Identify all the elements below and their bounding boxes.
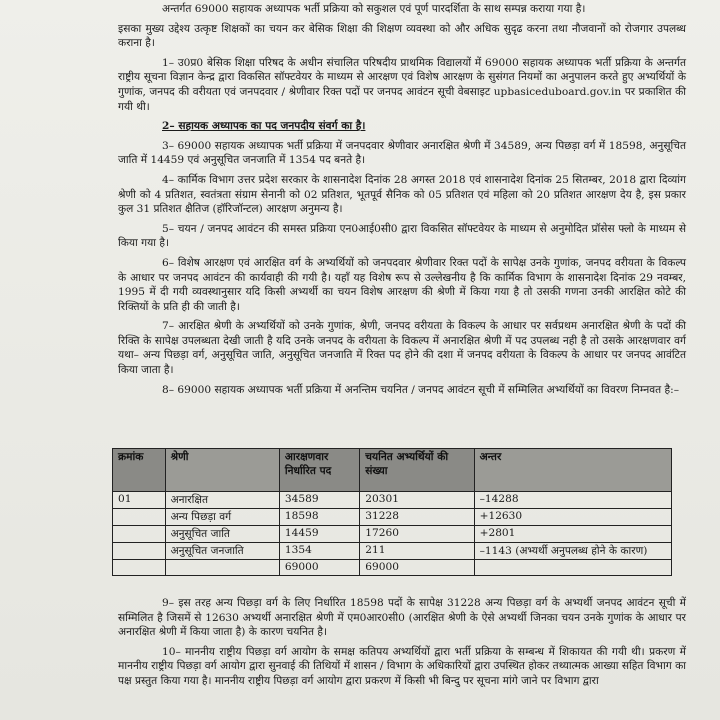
paragraph-intro-2: इसका मुख्य उद्देश्य उत्कृष्ट शिक्षकों का चयन कर बेसिक शिक्षा की शिक्षण व्यवस्था को और अधिक सुदृढ करना तथा नौजवानों को रोजगार उपलब्ध कराना है।: [118, 22, 686, 50]
cell-category: अनुसूचित जनजाति: [165, 543, 279, 560]
paragraph-3: 3– 69000 सहायक अध्यापक भर्ती प्रक्रिया में जनपदवार श्रेणीवार अनारक्षित श्रेणी में 34589, अन्य पिछड़ा वर्ग में 18598, अनुसूचित जाति में 14459 एवं अनुसूचित जनजाति में 1354 पद बनते है।: [118, 139, 686, 167]
cell-category: अनारक्षित: [165, 492, 279, 509]
paragraph-1: 1– उ0प्र0 बेसिक शिक्षा परिषद के अधीन संचालित परिषदीय प्राथमिक विद्यालयों में 69000 सहायक अध्यापक भर्ती प्रक्रिया के अन्तर्गत राष्ट्रीय सूचना विज्ञान केन्द्र द्वारा विकसित सॉफ्टवेयर के माध्यम से आरक्षण एवं विशेष आरक्षण के सुसंगत नियमों का अनुपालन करते हुए अभ्यर्थियों के गुणांक, जनपद की वरीयता एवं जनपदवार / श्रेणीवार रिक्त पदों पर जनपद आवंटन सूची वेबसाइट upbasiceduboard.gov.in पर प्रकाशित की गयी थी।: [118, 56, 686, 113]
paragraph-7: 7– आरक्षित श्रेणी के अभ्यर्थियों को उनके गुणांक, श्रेणी, जनपद वरीयता के विकल्प के आधार पर सर्वप्रथम अनारक्षित श्रेणी के पदों की रिक्ति के सापेक्ष उपलब्धता देखी जाती है यदि उनके जनपद के वरीयता के विकल्प में अनारक्षित श्रेणी में पद उपलब्ध नही है तो उसके आरक्षणवार वर्ग यथा– अन्य पिछड़ा वर्ग, अनुसूचित जाति, अनुसूचित जनजाति में रिक्त पद होने की दशा में जनपद वरीयता के विकल्प के आधार पर जनपद आवंटित किया जाता है।: [118, 320, 686, 377]
cell-category: [165, 560, 279, 576]
table-total-row: [113, 560, 672, 576]
cell-difference: +12630: [474, 509, 671, 526]
paragraph-10: 10– माननीय राष्ट्रीय पिछड़ा वर्ग आयोग के समक्ष कतिपय अभ्यर्थियों द्वारा भर्ती प्रक्रिया के सम्बन्ध में शिकायत की गयी थी। प्रकरण में माननीय राष्ट्रीय पिछड़ा वर्ग आयोग द्वारा सुनवाई की तिथियों में शासन / विभाग के अधिकारियों द्वारा उपस्थित होकर तथ्यात्मक आख्या सहित विभाग का पक्ष प्रस्तुत किया गया है। माननीय राष्ट्रीय पिछड़ा वर्ग आयोग द्वारा प्रकरण में किसी भी बिन्दु पर सूचना मांगे जाने पर विभाग द्वारा: [118, 645, 686, 687]
cell-serial: 01: [113, 492, 166, 509]
cell-allotted: 1354: [279, 543, 359, 560]
header-category: श्रेणी: [165, 449, 279, 492]
paragraph-9: 9– इस तरह अन्य पिछड़ा वर्ग के लिए निर्धारित 18598 पदों के सापेक्ष 31228 अन्य पिछड़ा वर्ग के अभ्यर्थी जनपद आवंटन सूची में सम्मिलित है जिसमें से 12630 अभ्यर्थी अनारक्षित श्रेणी में एम0आर0सी0 (आरक्षित श्रेणी के ऐसे अभ्यर्थी जिनका चयन उनके गुणांक के आधार पर अनारक्षित श्रेणी में किया जाता है) के कारण चयनित है।: [118, 597, 686, 639]
cell-difference: –1143 (अभ्यर्थी अनुपलब्ध होने के कारण): [474, 543, 671, 560]
document-body: [118, 2, 686, 402]
document-body-lower: [118, 596, 686, 694]
cell-selected: 20301: [360, 492, 474, 509]
cell-difference: –14288: [474, 492, 671, 509]
paragraph-2: 2– सहायक अध्यापक का पद जनपदीय संवर्ग का है।: [162, 120, 366, 133]
cell-selected: 17260: [360, 526, 474, 543]
cell-allotted: 18598: [279, 509, 359, 526]
table-header-row: [113, 449, 672, 492]
header-serial: क्रमांक: [113, 449, 166, 492]
header-allotted-posts: आरक्षणवार निर्धारित पद: [279, 449, 359, 492]
cell-serial: [113, 509, 166, 526]
cell-allotted: 34589: [279, 492, 359, 509]
cell-category: अन्य पिछड़ा वर्ग: [165, 509, 279, 526]
paragraph-4: 4– कार्मिक विभाग उत्तर प्रदेश सरकार के शासनादेश दिनांक 28 अगस्त 2018 एवं शासनादेश दिनांक 25 सितम्बर, 2018 द्वारा दिव्यांग श्रेणी को 4 प्रतिशत, स्वतंत्रता संग्राम सेनानी को 02 प्रतिशत, भूतपूर्व सैनिक को 05 प्रतिशत एवं महिला को 20 प्रतिशत आरक्षण देय है, इस प्रकार कुल 31 प्रतिशत क्षैतिज (हॉरिजॉन्टल) आरक्षण अनुमन्य है।: [118, 173, 686, 216]
cell-category: अनुसूचित जाति: [165, 526, 279, 543]
header-difference: अन्तर: [474, 449, 671, 492]
paragraph-8: 8– 69000 सहायक अध्यापक भर्ती प्रक्रिया में अनन्तिम चयनित / जनपद आवंटन सूची में सम्मिलित अभ्यर्थियों का विवरण निम्नवत है:–: [162, 383, 680, 396]
cell-selected: 31228: [360, 509, 474, 526]
cell-allotted: 14459: [279, 526, 359, 543]
cell-allotted-total: 69000: [279, 560, 359, 576]
cell-serial: [113, 526, 166, 543]
cell-serial: [113, 560, 166, 576]
table-row: [113, 543, 672, 560]
cell-serial: [113, 543, 166, 560]
cell-selected: 211: [360, 543, 474, 560]
cell-difference: +2801: [474, 526, 671, 543]
paragraph-5: 5– चयन / जनपद आवंटन की समस्त प्रक्रिया एन0आई0सी0 द्वारा विकसित सॉफ्टवेयर के माध्यम से अनुमोदित प्रॉसेस फ्लो के माध्यम से किया गया है।: [118, 222, 686, 250]
table-row: [113, 492, 672, 509]
paragraph-6: 6– विशेष आरक्षण एवं आरक्षित वर्ग के अभ्यर्थियों को जनपदवार श्रेणीवार रिक्त पदों के सापेक्ष उनके गुणांक, जनपद वरीयता के विकल्प के आधार पर जनपद आवंटन की कार्यवाही की गयी है। यहाँ यह विशेष रूप से उल्लेखनीय है कि कार्मिक विभाग के शासनादेश दिनांक 29 नवम्बर, 1995 में दी गयी व्यवस्थानुसार यदि किसी अभ्यर्थी का चयन विशेष आरक्षण की श्रेणी में किया गया है तो उसकी गणना उनकी आरक्षित कोटे की रिक्तियों के प्रति ही की जाती है।: [118, 256, 686, 313]
table-row: [113, 509, 672, 526]
category-table: [112, 448, 672, 576]
cell-selected-total: 69000: [360, 560, 474, 576]
cell-difference: [474, 560, 671, 576]
paragraph-intro-1: अन्तर्गत 69000 सहायक अध्यापक भर्ती प्रक्रिया को सकुशल एवं पूर्ण पारदर्शिता के साथ सम्पन्न कराया गया है।: [162, 3, 586, 15]
table-row: [113, 526, 672, 543]
header-selected-count: चयनित अभ्यर्थियों की संख्या: [360, 449, 474, 492]
